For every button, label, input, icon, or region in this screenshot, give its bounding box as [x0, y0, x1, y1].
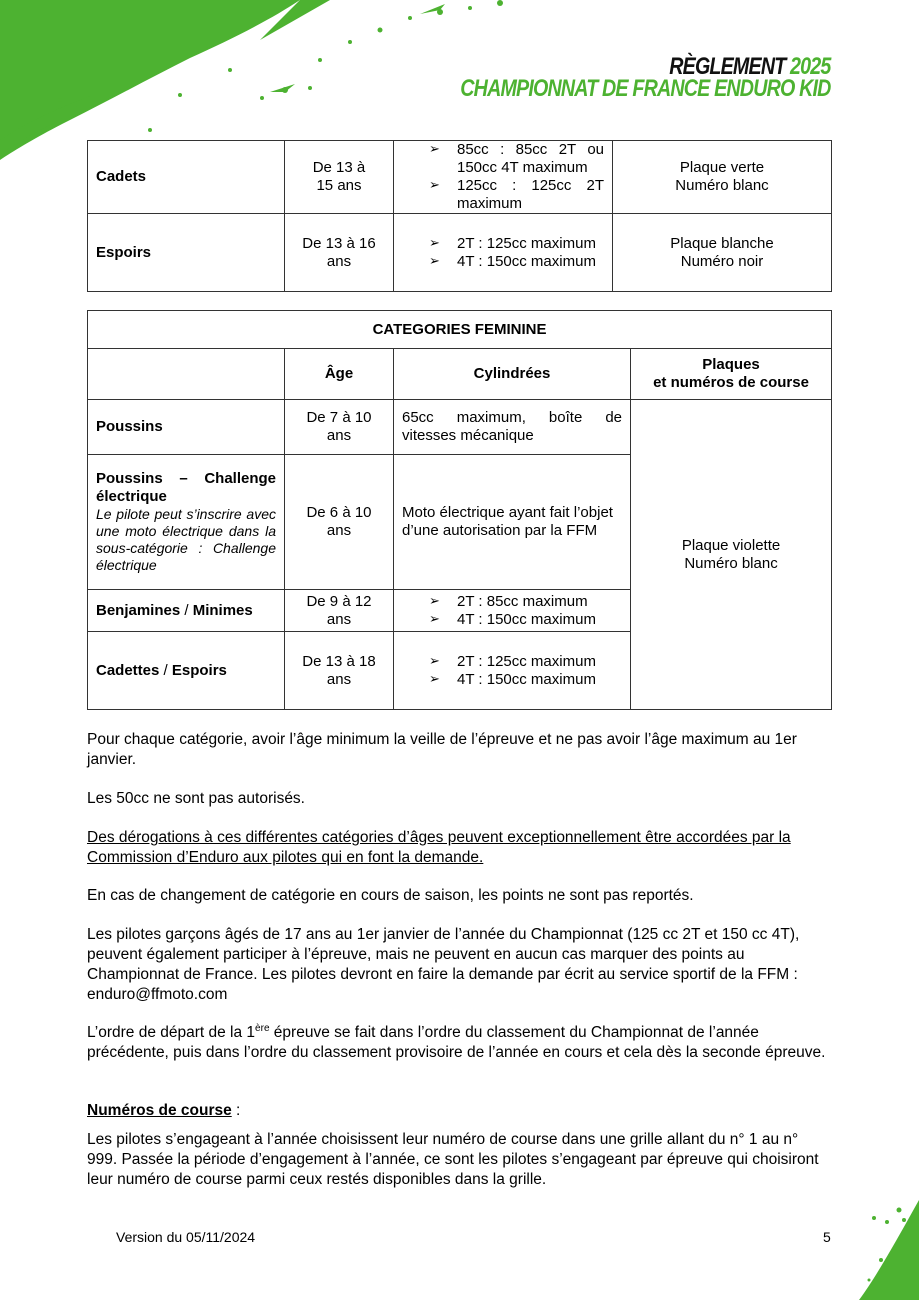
- list-item: ➢ 4T : 150cc maximum: [429, 671, 622, 689]
- categories-table-continuation: [87, 140, 832, 292]
- age-cell: De 13 à 15 ans: [285, 141, 394, 214]
- table-row: [88, 400, 832, 455]
- category-label-b: Minimes: [192, 601, 253, 619]
- age-cell: De 7 à 10 ans: [285, 400, 394, 455]
- page-number: 5: [823, 1229, 831, 1245]
- list-item: ➢ 125cc : 125cc 2T maximum: [429, 177, 604, 213]
- category-cell: [88, 590, 285, 632]
- paragraph-start-order: [87, 1023, 832, 1063]
- list-item: ➢ 2T : 85cc maximum: [429, 593, 622, 611]
- paragraph-age-rule: Pour chaque catégorie, avoir l’âge minimum la veille de l’épreuve et ne pas avoir l’âge maximum au 1er janvier.: [87, 731, 797, 768]
- plates-cell: Plaque verte Numéro blanc: [613, 141, 832, 214]
- header-cylinders: Cylindrées: [394, 349, 631, 400]
- header-age: Âge: [285, 349, 394, 400]
- paragraph-derogations: Des dérogations à ces différentes catégories d’âges peuvent exceptionnellement être accordées par la Commission d’Enduro aux pilotes qui en font la demande.: [87, 829, 791, 866]
- cylinders-cell: [394, 141, 613, 214]
- green-splash-decoration-bottom: [799, 1190, 919, 1300]
- list-item: ➢ 2T : 125cc maximum: [429, 235, 604, 253]
- paragraph-50cc: Les 50cc ne sont pas autorisés.: [87, 790, 305, 807]
- header-subtitle: CHAMPIONNAT DE FRANCE ENDURO KID: [460, 75, 831, 102]
- plates-cell: Plaque blanche Numéro noir: [613, 214, 832, 292]
- cylinders-cell: 65cc maximum, boîte de vitesses mécanique: [394, 400, 631, 455]
- category-cell: [88, 632, 285, 710]
- table-header-row: [88, 349, 832, 400]
- category-cell: Cadets: [88, 141, 285, 214]
- paragraph-race-numbers: Les pilotes s’engageant à l’année choisissent leur numéro de course dans une grille allant du n° 1 au n° 999. Passée la période d’engagement à l’année, ce sont les pilotes s’engageant par épreuve qui choisiront leur numéro de course parmi ceux restés disponibles dans la grille.: [87, 1131, 819, 1188]
- cylinders-cell: [394, 590, 631, 632]
- header-plates-line2: et numéros de course: [653, 374, 809, 391]
- header-plates-line1: Plaques: [702, 356, 760, 373]
- cylinders-cell: Moto électrique ayant fait l’objet d’une autorisation par la FFM: [394, 455, 631, 590]
- header-empty-cell: [88, 349, 285, 400]
- table-row: [88, 214, 832, 292]
- list-item: ➢ 4T : 150cc maximum: [429, 611, 622, 629]
- category-separator: /: [159, 661, 172, 679]
- superscript: ère: [255, 1022, 270, 1034]
- category-separator: /: [180, 601, 193, 619]
- table-row: [88, 141, 832, 214]
- category-cell: Poussins: [88, 400, 285, 455]
- section-heading-race-numbers: [87, 1101, 832, 1121]
- footer-version: Version du 05/11/2024: [116, 1229, 256, 1245]
- text-part: L’ordre de départ de la 1: [87, 1024, 256, 1041]
- age-cell: De 13 à 16 ans: [285, 214, 394, 292]
- cylinders-cell: [394, 214, 613, 292]
- category-label-a: Cadettes: [96, 661, 160, 679]
- age-cell: De 9 à 12 ans: [285, 590, 394, 632]
- category-label: Poussins – Challenge électrique: [96, 470, 276, 505]
- list-item: ➢ 4T : 150cc maximum: [429, 253, 604, 271]
- document-header: [460, 53, 831, 102]
- cylinders-cell: [394, 632, 631, 710]
- category-note: Le pilote peut s’inscrire avec une moto électrique dans la sous-catégorie : Challenge électrique: [96, 506, 276, 573]
- feminine-categories-table: [87, 310, 832, 710]
- header-year: 2025: [790, 53, 831, 80]
- list-item: ➢ 85cc : 85cc 2T ou 150cc 4T maximum: [429, 141, 604, 177]
- header-plates: [631, 349, 832, 400]
- age-cell: De 6 à 10 ans: [285, 455, 394, 590]
- paragraph-category-change: En cas de changement de catégorie en cours de saison, les points ne sont pas reportés.: [87, 887, 694, 904]
- plates-cell: Plaque violette Numéro blanc: [631, 400, 832, 710]
- category-label-a: Benjamines: [96, 601, 181, 619]
- category-cell: Espoirs: [88, 214, 285, 292]
- table-title: CATEGORIES FEMININE: [88, 311, 832, 349]
- section-colon: :: [231, 1102, 241, 1119]
- list-item: ➢ 2T : 125cc maximum: [429, 653, 622, 671]
- age-cell: De 13 à 18 ans: [285, 632, 394, 710]
- paragraph-17-year-olds: Les pilotes garçons âgés de 17 ans au 1er janvier de l’année du Championnat (125 cc 2T et 150 cc 4T), peuvent également participer à l’épreuve, mais ne peuvent en aucun cas marquer des points au Championnat de France. Les pilotes devront en faire la demande par écrit au service sportif de la FFM : enduro@ffmoto.com: [87, 926, 800, 1003]
- text-part: épreuve se fait dans l’ordre du classement du Championnat de l’année précédente, puis dans l’ordre du classement provisoire de l’année en cours et cela dès la seconde épreuve.: [87, 1024, 826, 1061]
- category-label-b: Espoirs: [171, 661, 227, 679]
- header-title-word: RÈGLEMENT: [669, 53, 786, 80]
- section-title: Numéros de course: [87, 1102, 232, 1119]
- category-cell: [88, 455, 285, 590]
- table-title-row: [88, 311, 832, 349]
